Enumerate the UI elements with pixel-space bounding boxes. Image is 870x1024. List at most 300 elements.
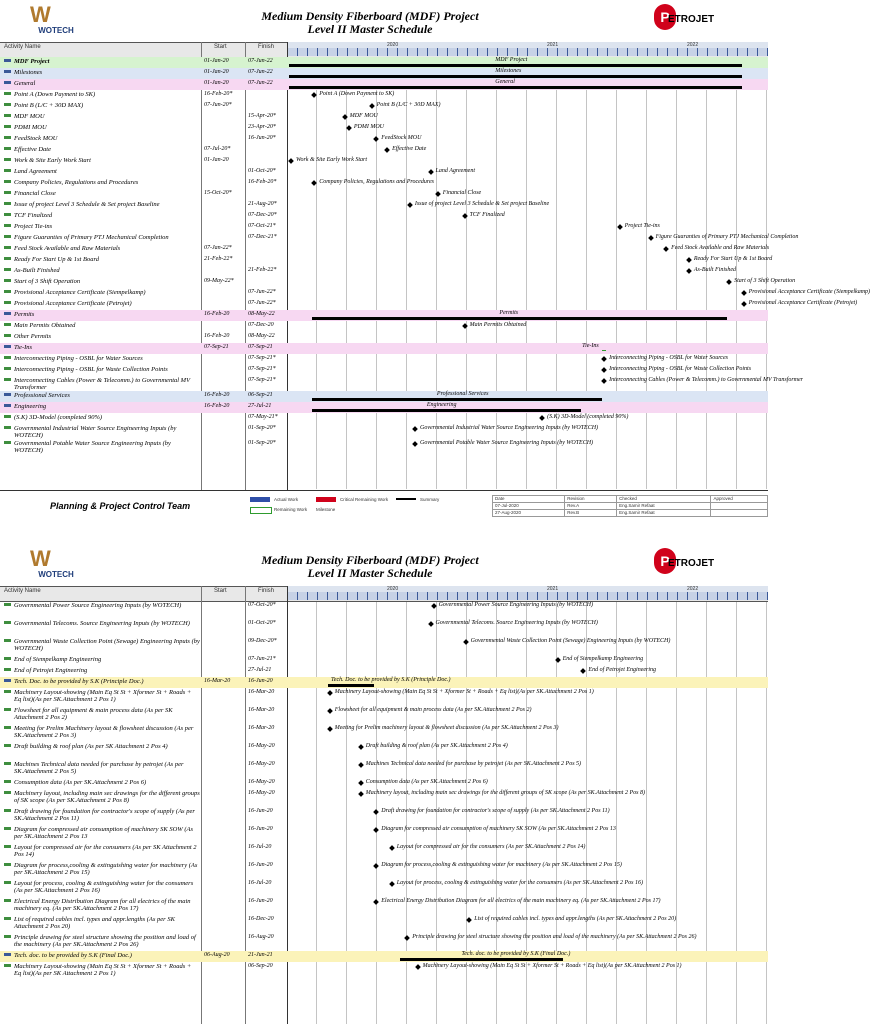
activity-finish: 07-May-21* <box>248 414 278 420</box>
petrojet-logo-mark: P <box>654 548 676 574</box>
legend <box>250 495 490 519</box>
rev-cell: 27-Aug-2020 <box>493 510 565 517</box>
activity-start: 07-Jan-22* <box>204 245 232 251</box>
legend-swatch <box>250 497 270 502</box>
wotech-logo-word: WOTECH <box>38 570 74 579</box>
activity-icon <box>4 791 11 794</box>
activity-finish: 01-Oct-20* <box>248 168 276 174</box>
milestone-label: Feed Stock Available and Raw Materials <box>671 245 770 251</box>
table-row[interactable] <box>0 879 768 897</box>
activity-finish: 01-Sep-20* <box>248 425 276 431</box>
activity-start: 16-Feb-20 <box>204 311 230 317</box>
title-line-1: Medium Density Fiberboard (MDF) Project <box>261 553 479 567</box>
activity-finish: 27-Jul-21 <box>248 403 272 409</box>
table-row[interactable] <box>0 145 768 156</box>
activity-icon <box>4 935 11 938</box>
activity-icon <box>4 899 11 902</box>
milestone-label: MDF MOU <box>349 113 378 119</box>
table-row[interactable] <box>0 277 796 288</box>
col-start: Start <box>214 588 227 594</box>
page-header <box>0 544 768 586</box>
timescale <box>287 42 768 56</box>
milestone-diamond <box>404 935 410 941</box>
milestone-diamond <box>462 213 468 219</box>
activity-icon <box>4 780 11 783</box>
activity-icon <box>4 639 11 642</box>
year-label: 2020 <box>387 586 399 592</box>
activity-icon <box>4 235 11 238</box>
legend-label: Actual Work <box>274 497 299 502</box>
col-activity-name: Activity Name <box>4 44 41 50</box>
activity-finish: 21-Aug-20* <box>248 201 277 207</box>
table-row[interactable] <box>0 439 768 454</box>
milestone-diamond <box>342 114 348 120</box>
milestone-label: Ready For Start Up & 1st Board <box>693 256 773 262</box>
activity-icon <box>4 70 11 73</box>
milestone-diamond <box>663 246 669 252</box>
activity-start: 01-Jan-20 <box>204 80 229 86</box>
milestone-label: Main Permits Obtained <box>469 322 527 328</box>
activity-name: PDMI MOU <box>14 124 47 131</box>
legend-swatch <box>316 497 336 502</box>
activity-finish: 16-Aug-20 <box>248 934 274 940</box>
activity-icon <box>4 92 11 95</box>
activity-icon <box>4 953 11 956</box>
milestone-label: Work & Site Early Work Start <box>296 157 368 163</box>
milestone-diamond <box>358 780 364 786</box>
milestone-diamond <box>617 224 623 230</box>
activity-icon <box>4 114 11 117</box>
activity-name: Governmental Industrial Water Source Engineering Inputs (by WOTECH) <box>14 425 177 439</box>
activity-name: Ready For Start Up & 1st Board <box>14 256 99 263</box>
milestone-diamond <box>462 323 468 329</box>
milestone-label: Land Agreement <box>435 168 475 174</box>
table-row[interactable] <box>0 637 768 655</box>
table-row[interactable] <box>0 211 768 222</box>
milestone-label: Layout for process, cooling & extinguishing water for the consumers (As per SK.Attachment 2 Pos 16) <box>396 880 644 886</box>
activity-icon <box>4 809 11 812</box>
milestone-label: Governmental Waste Collection Point (Sewage) Engineering Inputs (by WOTECH) <box>470 638 671 644</box>
table-row[interactable] <box>0 101 768 112</box>
activity-start: 01-Jan-20 <box>204 58 229 64</box>
summary-bar <box>328 684 375 687</box>
table-row[interactable] <box>0 778 768 789</box>
activity-finish: 16-Jun-20 <box>248 862 273 868</box>
wotech-logo-mark: W <box>30 546 48 571</box>
milestone-diamond <box>466 917 472 923</box>
table-row[interactable] <box>0 688 768 706</box>
activity-finish: 16-Mar-20 <box>248 689 275 695</box>
activity-finish: 16-Jul-20 <box>248 880 272 886</box>
activity-name: Electrical Energy Distribution Diagram for all electrics of the main machinery eq. (As per SK.Attachment 2 Pos 17) <box>14 898 191 912</box>
rev-head: Checked <box>617 496 711 503</box>
milestone-label: Diagram for process,cooling & extinguishing water for machinery (As per SK.Attachment 2 Pos 15) <box>381 862 622 868</box>
milestone-diamond <box>741 301 747 307</box>
activity-name: Engineering <box>14 403 47 410</box>
activity-name: Provisional Acceptance Certificate (Petrojet) <box>14 300 132 307</box>
milestone-diamond <box>311 92 317 98</box>
milestone-diamond <box>412 426 418 432</box>
activity-name: Start of 3 Shift Operation <box>14 278 81 285</box>
col-finish: Finish <box>258 44 275 50</box>
table-row[interactable] <box>0 112 768 123</box>
activity-name: Governmental Power Source Engineering Inputs (by WOTECH) <box>14 602 182 609</box>
page-footer <box>0 490 768 523</box>
table-row[interactable] <box>0 825 768 843</box>
milestone-diamond <box>726 279 732 285</box>
milestone-diamond <box>686 268 692 274</box>
activity-name: End of Siempelkamp Engineering <box>14 656 102 663</box>
summary-bar <box>400 958 563 961</box>
activity-name: Interconnecting Piping - OSBL for Waste Collection Points <box>14 366 168 373</box>
activity-icon <box>4 668 11 671</box>
activity-name: Point A (Down Payment to SK) <box>14 91 96 98</box>
activity-icon <box>4 827 11 830</box>
table-row[interactable] <box>0 655 768 666</box>
activity-finish: 16-May-20 <box>248 790 275 796</box>
activity-finish: 07-Jun-22 <box>248 69 273 75</box>
table-row[interactable] <box>0 233 799 244</box>
activity-icon <box>4 881 11 884</box>
milestone-diamond <box>463 639 469 645</box>
activity-name: Other Permits <box>14 333 52 340</box>
activity-name: Interconnecting Cables (Power & Telecomm.) to Governmental MV Transformer <box>14 377 190 391</box>
milestone-label: Provisional Acceptance Certificate (Siempelkamp) <box>748 289 870 295</box>
milestone-label: Layout for compressed air for the consumers (As per SK.Attachment 2 Pos 14) <box>396 844 586 850</box>
table-row[interactable] <box>0 391 768 402</box>
activity-name: Machinery layout, including main sec drawings for the different groups of SK scope (As per SK.Attachment 2 Pos 8) <box>14 790 200 804</box>
activity-icon <box>4 180 11 183</box>
activity-icon <box>4 679 11 682</box>
milestone-label: Interconnecting Cables (Power & Telecomm.) to Governmental MV Transformer <box>609 377 804 383</box>
wotech-logo-mark: W <box>30 2 48 27</box>
title-line-2: Level II Master Schedule <box>307 22 433 36</box>
activity-icon <box>4 224 11 227</box>
milestone-label: Provisional Acceptance Certificate (Petrojet) <box>748 300 858 306</box>
activity-name: Diagram for process,cooling & extinguishing water for machinery (As per SK.Attachment 2 Pos 15) <box>14 862 198 876</box>
activity-name: General <box>14 80 36 87</box>
table-row[interactable] <box>0 376 804 391</box>
activity-finish: 07-Sep-21 <box>248 344 273 350</box>
activity-icon <box>4 191 11 194</box>
table-row[interactable] <box>0 424 768 439</box>
activity-icon <box>4 59 11 62</box>
col-activity-name: Activity Name <box>4 588 41 594</box>
table-row[interactable] <box>0 299 858 310</box>
table-row[interactable] <box>0 843 768 861</box>
team-name: Planning & Project Control Team <box>50 501 191 511</box>
summary-bar <box>312 317 726 320</box>
milestone-label: Project Tie-ins <box>624 223 660 229</box>
table-row[interactable] <box>0 807 768 825</box>
table-row[interactable] <box>0 90 768 101</box>
activity-name: Governmental Potable Water Source Engineering Inputs (by WOTECH) <box>14 440 171 454</box>
activity-icon <box>4 356 11 359</box>
page-header <box>0 0 768 42</box>
activity-start: 07-Jul-20* <box>204 146 231 152</box>
activity-icon <box>4 103 11 106</box>
activity-icon <box>4 378 11 381</box>
bar-label: Engineering <box>426 402 457 408</box>
milestone-label: Draft drawing for foundation for contractor's scope of supply (As per SK.Attachment 2 Pos 11) <box>381 808 610 814</box>
table-row[interactable] <box>0 266 768 277</box>
activity-finish: 21-Feb-22* <box>248 267 277 273</box>
activity-name: Tech. doc. to be provided by S.K (Final Doc.) <box>14 952 132 959</box>
table-row[interactable] <box>0 724 768 742</box>
milestone-diamond <box>358 762 364 768</box>
activity-icon <box>4 708 11 711</box>
activity-name: Issue of project Level 3 Schedule & Set project Baseline <box>14 201 160 208</box>
rev-cell <box>711 503 768 510</box>
milestone-diamond <box>327 708 333 714</box>
activity-name: Provisional Acceptance Certificate (Siempelkamp) <box>14 289 146 296</box>
table-row[interactable] <box>0 962 768 980</box>
activity-name: Figure Guaranties of Primary PTJ Mechanical Completion <box>14 234 169 241</box>
milestone-label: Point B (L/C + 30D MAX) <box>376 102 441 108</box>
activity-icon <box>4 603 11 606</box>
table-row[interactable] <box>0 255 773 266</box>
table-row[interactable] <box>0 365 768 376</box>
legend-label: Remaining Work <box>274 507 308 512</box>
activity-finish: 07-Jun-21* <box>248 656 276 662</box>
activity-finish: 07-Oct-21* <box>248 223 276 229</box>
activity-finish: 01-Oct-20* <box>248 620 276 626</box>
activity-name: End of Petrojet Engineering <box>14 667 88 674</box>
activity-icon <box>4 125 11 128</box>
activity-icon <box>4 690 11 693</box>
activity-name: As-Built Finished <box>14 267 60 274</box>
activity-finish: 07-Jun-22 <box>248 58 273 64</box>
table-row[interactable] <box>0 601 768 619</box>
milestone-diamond <box>601 378 607 384</box>
table-row[interactable] <box>0 354 768 365</box>
activity-name: Flowsheet for all equipment & main process data (As per SK Attachment 2 Pos 2) <box>14 707 173 721</box>
activity-icon <box>4 323 11 326</box>
bar-label: Tech. doc. to be provided by S.K (Final Doc.) <box>461 951 571 957</box>
petrojet-logo-mark: P <box>654 4 676 30</box>
table-row[interactable] <box>0 79 768 90</box>
activity-finish: 08-May-22 <box>248 311 275 317</box>
table-row[interactable] <box>0 789 768 807</box>
table-row[interactable] <box>0 321 768 332</box>
activity-start: 21-Feb-22* <box>204 256 233 262</box>
milestone-label: Machinery Layout-showing (Main Eq St St + Xformer St + Roads + Eq list)(As per SK.Attachment 2 Pos 1) <box>334 689 594 695</box>
milestone-label: List of required cables incl. types and appr.lengths (As per SK.Attachment 2 Pos 20) <box>474 916 677 922</box>
activity-finish: 07-Jun-22 <box>248 80 273 86</box>
activity-icon <box>4 158 11 161</box>
activity-finish: 07-Jun-22* <box>248 300 276 306</box>
activity-name: Layout for compressed air for the consumers (As per SK Attachment 2 Pos 14) <box>14 844 197 858</box>
petrojet-logo-word: ETROJET <box>668 558 715 569</box>
milestone-diamond <box>741 290 747 296</box>
table-row[interactable] <box>0 222 768 233</box>
activity-name: Company Policies, Regulations and Procedures <box>14 179 139 186</box>
milestone-diamond <box>358 744 364 750</box>
activity-icon <box>4 744 11 747</box>
activity-icon <box>4 268 11 271</box>
activity-name: Consumption data (As per SK.Attachment 2 Pos 6) <box>14 779 147 786</box>
activity-icon <box>4 81 11 84</box>
table-row[interactable] <box>0 332 768 343</box>
milestone-diamond <box>415 964 421 970</box>
table-row[interactable] <box>0 897 768 915</box>
activity-name: Main Permits Obtained <box>14 322 76 329</box>
activity-icon <box>4 657 11 660</box>
bar-label: Tech. Doc. to be provided by S.K (Principle Doc.) <box>331 677 451 683</box>
legend-label: Summary <box>420 497 440 502</box>
activity-finish: 16-Mar-20 <box>248 707 275 713</box>
activity-name: Meeting for Prelim Machinery layout & flowsheet discussion (As per SK.Attachment 2 Pos 3) <box>14 725 194 739</box>
activity-start: 01-Jan-20 <box>204 157 229 163</box>
petrojet-logo <box>650 4 720 38</box>
table-row[interactable] <box>0 619 768 637</box>
bar-label: Milestones <box>495 68 522 74</box>
milestone-label: Machines Technical data needed for purchase by petrojet (As per SK.Attachment 2 Pos 5) <box>365 761 582 767</box>
activity-finish: 07-Sep-21* <box>248 355 276 361</box>
activity-finish: 09-Dec-20* <box>248 638 277 644</box>
milestone-diamond <box>327 726 333 732</box>
activity-icon <box>4 301 11 304</box>
milestone-diamond <box>428 621 434 627</box>
milestone-label: Draft building & roof plan (As per SK.Attachment 2 Pos 4) <box>365 743 508 749</box>
activity-name: Project Tie-ins <box>14 223 53 230</box>
legend-swatch <box>250 507 272 514</box>
activity-finish: 16-Dec-20 <box>248 916 274 922</box>
table-row[interactable] <box>0 742 768 760</box>
milestone-label: Consumption data (As per SK.Attachment 2 Pos 6) <box>365 779 488 785</box>
table-row[interactable] <box>0 134 768 145</box>
activity-icon <box>4 726 11 729</box>
milestone-diamond <box>358 791 364 797</box>
activity-name: Diagram for compressed air consumption of machinery SK SOW (As per SK.Attachment 2 Pos 13 <box>14 826 194 840</box>
table-row[interactable] <box>0 915 768 933</box>
table-row[interactable] <box>0 677 768 688</box>
table-row[interactable] <box>0 244 768 255</box>
activity-finish: 08-May-22 <box>248 333 275 339</box>
table-row[interactable] <box>0 666 768 677</box>
petrojet-logo-word: ETROJET <box>668 14 715 25</box>
milestone-diamond <box>412 441 418 447</box>
milestone-label: Effective Date <box>392 146 427 152</box>
table-row[interactable] <box>0 200 768 211</box>
activity-name: Machines Technical data needed for purchase by petrojet (As per SK.Attachment 2 Pos 5) <box>14 761 184 775</box>
activity-start: 01-Jan-20 <box>204 69 229 75</box>
col-start: Start <box>214 44 227 50</box>
activity-name: Interconnecting Piping - OSBL for Water Sources <box>14 355 143 362</box>
milestone-label: Flowsheet for all equipment & main process data (As per SK.Attachment 2 Pos 2) <box>334 707 532 713</box>
activity-finish: 01-Sep-20* <box>248 440 276 446</box>
activity-finish: 16-May-20 <box>248 743 275 749</box>
rev-head: Revision <box>565 496 617 503</box>
table-row[interactable] <box>0 156 768 167</box>
activity-start: 16-Mar-20 <box>204 678 231 684</box>
milestone-diamond <box>373 827 379 833</box>
activity-icon <box>4 393 11 396</box>
activity-icon <box>4 290 11 293</box>
milestone-label: Governmental Potable Water Source Engineering Inputs (by WOTECH) <box>420 440 594 446</box>
milestone-label: End of Siempelkamp Engineering <box>562 656 644 662</box>
activity-name: (S.K) 3D-Model (completed 90%) <box>14 414 103 421</box>
rev-cell: Eng.Samir Refaat <box>617 510 711 517</box>
table-row[interactable] <box>0 343 768 354</box>
table-row[interactable] <box>0 310 768 321</box>
table-row[interactable] <box>0 68 768 79</box>
activity-start: 06-Aug-20 <box>204 952 230 958</box>
table-row[interactable] <box>0 933 768 951</box>
milestone-diamond <box>555 657 561 663</box>
wotech-logo-word: WOTECH <box>38 26 74 35</box>
activity-icon <box>4 257 11 260</box>
activity-icon <box>4 762 11 765</box>
milestone-label: Governmental Telecoms. Source Engineering Inputs (by WOTECH) <box>435 620 598 626</box>
wotech-logo <box>30 4 82 38</box>
activity-finish: 16-Mar-20 <box>248 725 275 731</box>
table-row[interactable] <box>0 413 768 424</box>
activity-start: 16-Feb-20 <box>204 333 230 339</box>
table-row[interactable] <box>0 189 768 200</box>
activity-start: 07-Jun-20* <box>204 102 232 108</box>
activity-start: 16-Feb-20 <box>204 392 230 398</box>
activity-icon <box>4 279 11 282</box>
table-row[interactable] <box>0 57 768 68</box>
activity-icon <box>4 863 11 866</box>
activity-icon <box>4 246 11 249</box>
activity-icon <box>4 169 11 172</box>
activity-finish: 07-Dec-20 <box>248 322 274 328</box>
table-row[interactable] <box>0 167 768 178</box>
activity-name: Principle drawing for steel structure showing the position and load of the machinery (As per SK.Attachment 2 Pos 26) <box>14 934 196 948</box>
activity-finish: 16-Jun-20 <box>248 898 273 904</box>
milestone-diamond <box>389 881 395 887</box>
activity-start: 15-Oct-20* <box>204 190 232 196</box>
milestone-diamond <box>327 690 333 696</box>
table-row[interactable] <box>0 760 768 778</box>
milestone-diamond <box>601 356 607 362</box>
milestone-diamond <box>373 863 379 869</box>
bar-label: Professional Services <box>436 391 489 397</box>
activity-name: Milestones <box>14 69 43 76</box>
activity-name: Work & Site Early Work Start <box>14 157 91 164</box>
table-row[interactable] <box>0 951 768 962</box>
table-row[interactable] <box>0 123 768 134</box>
activity-finish: 06-Sep-20 <box>248 963 273 969</box>
year-label: 2022 <box>687 42 699 48</box>
rev-head: Date <box>493 496 565 503</box>
year-label: 2021 <box>547 586 559 592</box>
activity-name: Draft drawing for foundation for contractor's scope of supply (As per SK.Attachment 2 Pos 11) <box>14 808 195 822</box>
table-row[interactable] <box>0 178 768 189</box>
activity-name: Professional Services <box>14 392 70 399</box>
activity-icon <box>4 404 11 407</box>
table-row[interactable] <box>0 861 768 879</box>
activity-name: Machinery Layout-showing (Main Eq St St + Xformer St + Roads + Eq list)(As per SK Attachment 2 Pos 1) <box>14 963 192 977</box>
table-row[interactable] <box>0 706 768 724</box>
milestone-diamond <box>581 668 587 674</box>
activity-finish: 16-Jun-20 <box>248 678 273 684</box>
milestone-diamond <box>431 603 437 609</box>
summary-bar <box>312 398 601 401</box>
table-row[interactable] <box>0 402 768 413</box>
activity-name: Tie-Ins <box>14 344 33 351</box>
activity-finish: 16-Jun-20 <box>248 808 273 814</box>
milestone-diamond <box>373 809 379 815</box>
milestone-label: TCF Finalized <box>469 212 505 218</box>
milestone-label: Meeting for Prelim machinery layout & flowsheet discussion (As per SK.Attachment 2 Pos 3) <box>334 725 559 731</box>
table-row[interactable] <box>0 288 870 299</box>
activity-name: MDF MOU <box>14 113 45 120</box>
summary-bar <box>312 409 581 412</box>
summary-bar <box>289 75 742 78</box>
